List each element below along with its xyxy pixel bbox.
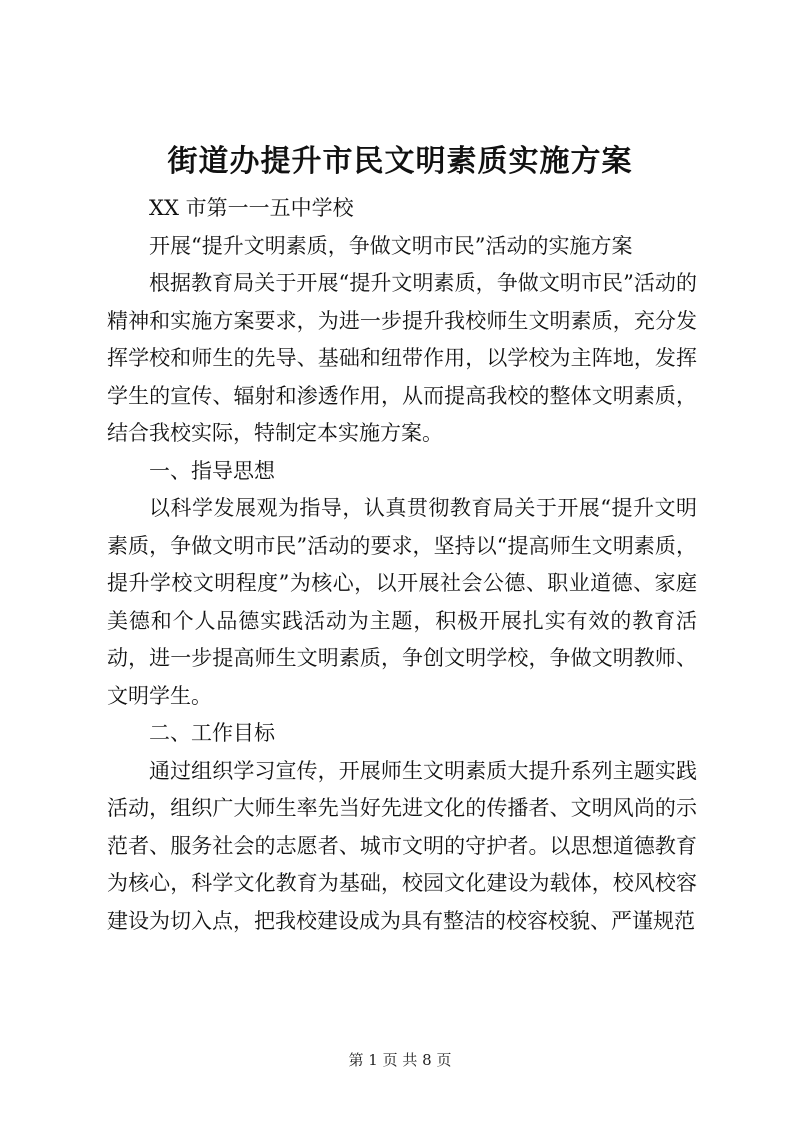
plan-subtitle: 开展“提升文明素质，争做文明市民”活动的实施方案 [149, 233, 633, 258]
document-body [107, 190, 697, 940]
page-number-footer: 第 1 页 共 8 页 [348, 1051, 452, 1069]
work-goals-paragraph: 通过组织学习宣传，开展师生文明素质大提升系列主题实践活动，组织广大师生率先当好先进文化的传播者、文明风尚的示范者、服务社会的志愿者、城市文明的守护者。以思想道德教育为核心，科学文化教育为基础，校园文化建设为载体，校风校容建设为切入点，把我校建设成为具有整洁的校容校貌、严谨规范 [107, 758, 697, 933]
section-heading-work-goals: 二、工作目标 [149, 721, 275, 745]
intro-paragraph: 根据教育局关于开展“提升文明素质，争做文明市民”活动的精神和实施方案要求，为进一步提升我校师生文明素质，充分发挥学校和师生的先导、基础和纽带作用，以学校为主阵地，发挥学生的宣传、辐射和渗透作用，从而提高我校的整体文明素质，结合我校实际，特制定本实施方案。 [107, 271, 697, 445]
guiding-ideology-paragraph: 以科学发展观为指导，认真贯彻教育局关于开展“提升文明素质，争做文明市民”活动的要求，坚持以“提高师生文明素质，提升学校文明程度”为核心，以开展社会公德、职业道德、家庭美德和个人品德实践活动为主题，积极开展扎实有效的教育活动，进一步提高师生文明素质，争创文明学校，争做文明教师、文明学生。 [107, 496, 697, 708]
document-title: 街道办提升市民文明素质实施方案 [167, 144, 633, 179]
school-name-line: XX 市第一一五中学校 [149, 196, 354, 220]
section-heading-guiding-ideology: 一、指导思想 [149, 458, 275, 483]
